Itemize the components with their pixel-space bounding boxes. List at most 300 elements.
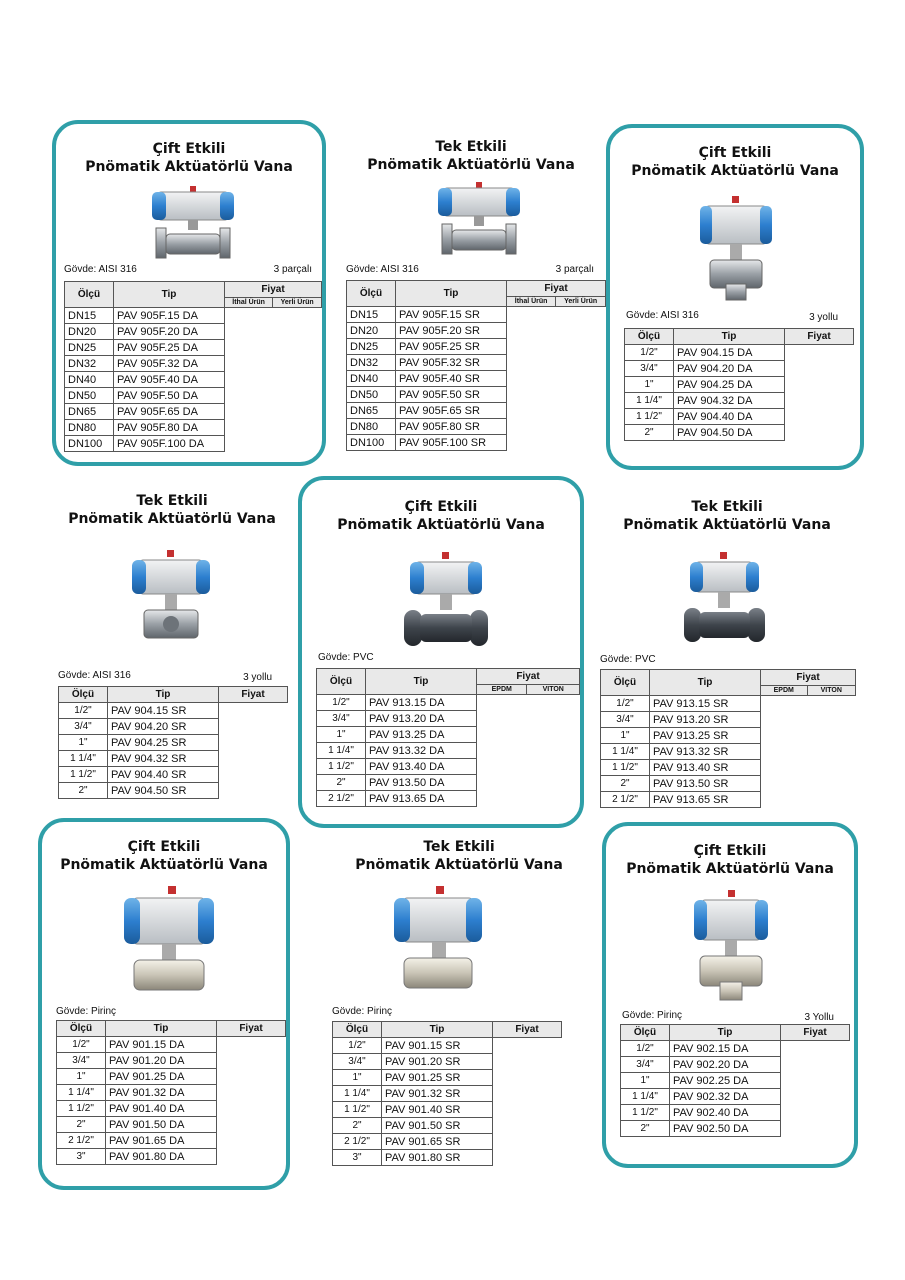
product-card [52,120,326,466]
table-row [625,361,854,377]
price-subheader: Yerli Ürün [556,297,606,307]
col-price-header: Fiyat [219,687,288,703]
type-code-cell: PAV 901.20 SR [382,1054,493,1070]
price-cell [761,760,856,776]
size-cell: 1" [59,735,108,751]
size-cell: 1/2" [625,345,674,361]
size-cell: 1 1/2" [317,759,366,775]
table-row [333,1118,562,1134]
type-code-cell: PAV 913.15 SR [650,696,761,712]
table-row [347,435,606,451]
col-type-header: Tip [114,282,225,308]
body-material: Gövde: PVC [600,654,656,665]
col-type-header: Tip [396,281,507,307]
type-code-cell: PAV 913.65 SR [650,792,761,808]
type-code-cell: PAV 913.65 DA [366,791,477,807]
table-row [317,775,580,791]
price-cell [781,1057,850,1073]
col-type-header: Tip [108,687,219,703]
price-cell [219,751,288,767]
price-subheader: EPDM [761,686,808,696]
price-cell [219,735,288,751]
body-note: 3 Yollu [804,1012,834,1023]
size-cell: 1" [625,377,674,393]
type-code-cell: PAV 913.32 DA [366,743,477,759]
body-material: Gövde: Pirinç [332,1006,393,1017]
price-cell [781,1073,850,1089]
size-cell: 1" [57,1069,106,1085]
price-cell [225,356,322,372]
price-cell [507,355,606,371]
title-line-1: Çift Etkili [693,843,767,859]
size-cell: DN15 [347,307,396,323]
body-material: Gövde: Pirinç [622,1010,683,1021]
col-price-header: Fiyat [225,282,322,298]
price-cell [493,1134,562,1150]
body-material: Gövde: AISI 316 [626,310,699,321]
product-card [606,124,864,470]
col-price-header: Fiyat [781,1025,850,1041]
type-code-cell: PAV 904.32 DA [674,393,785,409]
size-cell: DN15 [65,308,114,324]
table-row [59,751,288,767]
price-cell [477,727,580,743]
table-row [333,1054,562,1070]
type-code-cell: PAV 905F.32 SR [396,355,507,371]
price-cell [477,791,580,807]
spec-table [624,328,854,441]
table-row [65,356,322,372]
type-code-cell: PAV 905F.20 DA [114,324,225,340]
type-code-cell: PAV 905F.32 DA [114,356,225,372]
price-cell [785,409,854,425]
price-cell [493,1118,562,1134]
size-cell: 3/4" [601,712,650,728]
price-cell [493,1038,562,1054]
price-cell [761,696,856,712]
table-row [65,372,322,388]
spec-table [600,669,856,808]
price-cell [785,345,854,361]
title-line-2: Pnömatik Aktüatörlü Vana [626,861,834,877]
price-cell [217,1085,286,1101]
size-cell: 1" [601,728,650,744]
price-cell [781,1105,850,1121]
table-row [57,1133,286,1149]
table-row [317,727,580,743]
table-row [621,1073,850,1089]
type-code-cell: PAV 902.25 DA [670,1073,781,1089]
title-line-2: Pnömatik Aktüatörlü Vana [60,857,268,873]
col-price-header: Fiyat [477,669,580,685]
table-row [601,744,856,760]
card-title [330,838,588,874]
type-code-cell: PAV 901.40 DA [106,1101,217,1117]
table-row [621,1057,850,1073]
type-code-cell: PAV 901.50 SR [382,1118,493,1134]
col-price-header: Fiyat [217,1021,286,1037]
table-row [625,377,854,393]
price-cell [225,388,322,404]
price-cell [217,1053,286,1069]
type-code-cell: PAV 904.20 SR [108,719,219,735]
table-row [59,719,288,735]
table-row [317,743,580,759]
size-cell: 1" [621,1073,670,1089]
pvc-valve-image [402,552,492,650]
size-cell: DN100 [65,436,114,452]
table-row [59,735,288,751]
table-row [57,1149,286,1165]
product-card [38,818,290,1190]
price-cell [507,435,606,451]
size-cell: DN80 [65,420,114,436]
type-code-cell: PAV 901.25 SR [382,1070,493,1086]
spec-table [346,280,606,451]
price-cell [477,695,580,711]
table-row [333,1102,562,1118]
type-code-cell: PAV 913.40 SR [650,760,761,776]
type-code-cell: PAV 905F.20 SR [396,323,507,339]
col-size-header: Ölçü [65,282,114,308]
size-cell: 1/2" [621,1041,670,1057]
title-line-1: Tek Etkili [136,493,208,509]
price-cell [507,307,606,323]
price-cell [219,719,288,735]
table-row [59,783,288,799]
price-cell [225,324,322,340]
size-cell: 2" [621,1121,670,1137]
table-row [65,388,322,404]
title-line-1: Tek Etkili [691,499,763,515]
table-row [625,425,854,441]
price-cell [785,377,854,393]
title-line-2: Pnömatik Aktüatörlü Vana [367,157,575,173]
type-code-cell: PAV 913.50 DA [366,775,477,791]
price-cell [225,372,322,388]
table-row [333,1134,562,1150]
table-row [59,703,288,719]
price-subheader: Yerli Ürün [273,298,322,308]
three-way-valve-image [696,196,776,302]
price-cell [219,767,288,783]
title-line-1: Çift Etkili [404,499,478,515]
title-line-1: Çift Etkili [152,141,226,157]
table-row [347,339,606,355]
type-code-cell: PAV 904.50 DA [674,425,785,441]
card-title [302,498,580,534]
type-code-cell: PAV 905F.65 DA [114,404,225,420]
size-cell: 2 1/2" [601,792,650,808]
price-cell [217,1117,286,1133]
price-cell [781,1089,850,1105]
size-cell: DN20 [347,323,396,339]
size-cell: 2" [333,1118,382,1134]
price-cell [477,775,580,791]
price-cell [217,1133,286,1149]
spec-table [64,281,322,452]
type-code-cell: PAV 901.20 DA [106,1053,217,1069]
type-code-cell: PAV 905F.100 SR [396,435,507,451]
type-code-cell: PAV 901.15 DA [106,1037,217,1053]
product-card [336,120,606,466]
col-size-header: Ölçü [59,687,108,703]
size-cell: 2" [59,783,108,799]
size-cell: 1 1/4" [601,744,650,760]
price-cell [507,419,606,435]
size-cell: 2" [57,1117,106,1133]
price-cell [785,425,854,441]
spec-table [620,1024,850,1137]
type-code-cell: PAV 904.40 SR [108,767,219,783]
table-row [65,436,322,452]
table-row [347,419,606,435]
size-cell: 2 1/2" [333,1134,382,1150]
col-size-header: Ölçü [625,329,674,345]
table-row [333,1086,562,1102]
table-row [59,767,288,783]
size-cell: 1/2" [59,703,108,719]
body-material: Gövde: Pirinç [56,1006,117,1017]
size-cell: 1 1/2" [333,1102,382,1118]
type-code-cell: PAV 905F.40 SR [396,371,507,387]
type-code-cell: PAV 913.15 DA [366,695,477,711]
size-cell: DN100 [347,435,396,451]
col-size-header: Ölçü [347,281,396,307]
size-cell: 2 1/2" [317,791,366,807]
table-row [601,728,856,744]
table-row [65,324,322,340]
type-code-cell: PAV 913.20 DA [366,711,477,727]
type-code-cell: PAV 913.50 SR [650,776,761,792]
type-code-cell: PAV 913.32 SR [650,744,761,760]
price-cell [781,1041,850,1057]
col-size-header: Ölçü [57,1021,106,1037]
three-way-brass-valve-image [688,890,774,1004]
card-title [56,140,322,176]
type-code-cell: PAV 902.40 DA [670,1105,781,1121]
size-cell: 3/4" [317,711,366,727]
type-code-cell: PAV 904.15 SR [108,703,219,719]
size-cell: 3/4" [333,1054,382,1070]
type-code-cell: PAV 901.40 SR [382,1102,493,1118]
size-cell: DN65 [347,403,396,419]
product-card [598,480,856,820]
type-code-cell: PAV 904.20 DA [674,361,785,377]
size-cell: 1 1/4" [59,751,108,767]
price-cell [761,712,856,728]
price-cell [477,711,580,727]
product-card [602,822,858,1168]
three-way-valve-image [130,550,212,650]
size-cell: 3/4" [625,361,674,377]
product-card [330,820,588,1180]
type-code-cell: PAV 901.15 SR [382,1038,493,1054]
price-cell [477,759,580,775]
table-row [621,1105,850,1121]
type-code-cell: PAV 902.15 DA [670,1041,781,1057]
table-row [347,307,606,323]
price-cell [217,1069,286,1085]
size-cell: 3/4" [59,719,108,735]
price-cell [493,1086,562,1102]
type-code-cell: PAV 904.50 SR [108,783,219,799]
type-code-cell: PAV 902.20 DA [670,1057,781,1073]
table-row [601,696,856,712]
type-code-cell: PAV 905F.25 SR [396,339,507,355]
type-code-cell: PAV 905F.100 DA [114,436,225,452]
table-row [57,1037,286,1053]
col-size-header: Ölçü [317,669,366,695]
table-row [621,1041,850,1057]
size-cell: 1/2" [333,1038,382,1054]
title-line-1: Tek Etkili [435,139,507,155]
price-cell [761,776,856,792]
price-cell [761,792,856,808]
type-code-cell: PAV 904.25 SR [108,735,219,751]
price-cell [785,393,854,409]
table-row [621,1121,850,1137]
size-cell: 2" [625,425,674,441]
size-cell: 3/4" [57,1053,106,1069]
size-cell: DN65 [65,404,114,420]
size-cell: 1" [317,727,366,743]
type-code-cell: PAV 901.80 DA [106,1149,217,1165]
type-code-cell: PAV 905F.15 DA [114,308,225,324]
size-cell: DN80 [347,419,396,435]
type-code-cell: PAV 901.32 SR [382,1086,493,1102]
type-code-cell: PAV 901.32 DA [106,1085,217,1101]
body-material: Gövde: AISI 316 [58,670,131,681]
table-row [347,371,606,387]
card-title [42,838,286,874]
col-type-header: Tip [106,1021,217,1037]
price-cell [225,436,322,452]
type-code-cell: PAV 905F.50 DA [114,388,225,404]
table-row [317,791,580,807]
type-code-cell: PAV 905F.80 DA [114,420,225,436]
type-code-cell: PAV 905F.25 DA [114,340,225,356]
table-row [333,1070,562,1086]
size-cell: 1 1/4" [625,393,674,409]
size-cell: 1 1/2" [625,409,674,425]
price-subheader: EPDM [477,685,527,695]
size-cell: DN50 [65,388,114,404]
table-row [317,695,580,711]
title-line-1: Çift Etkili [127,839,201,855]
price-cell [785,361,854,377]
body-note: 3 yollu [243,672,272,683]
type-code-cell: PAV 904.40 DA [674,409,785,425]
type-code-cell: PAV 901.65 DA [106,1133,217,1149]
size-cell: DN32 [65,356,114,372]
body-note: 3 parçalı [273,264,312,275]
size-cell: 1 1/4" [317,743,366,759]
brass-valve-image [118,886,218,994]
size-cell: DN20 [65,324,114,340]
price-cell [507,403,606,419]
table-row [347,355,606,371]
product-card [52,480,292,820]
price-cell [781,1121,850,1137]
price-cell [225,340,322,356]
table-row [333,1038,562,1054]
table-row [57,1117,286,1133]
size-cell: DN25 [65,340,114,356]
size-cell: DN32 [347,355,396,371]
size-cell: DN40 [65,372,114,388]
size-cell: 2 1/2" [57,1133,106,1149]
card-title [598,498,856,534]
size-cell: 2" [317,775,366,791]
body-note: 3 yollu [809,312,838,323]
table-row [625,345,854,361]
table-row [621,1089,850,1105]
table-row [57,1085,286,1101]
price-subheader: İthal Ürün [225,298,273,308]
size-cell: 1 1/4" [57,1085,106,1101]
size-cell: 1 1/2" [59,767,108,783]
size-cell: 1 1/2" [621,1105,670,1121]
type-code-cell: PAV 905F.65 SR [396,403,507,419]
title-line-2: Pnömatik Aktüatörlü Vana [68,511,276,527]
price-cell [477,743,580,759]
price-cell [217,1101,286,1117]
type-code-cell: PAV 901.65 SR [382,1134,493,1150]
title-line-2: Pnömatik Aktüatörlü Vana [337,517,545,533]
body-material: Gövde: AISI 316 [346,264,419,275]
price-cell [493,1102,562,1118]
size-cell: DN50 [347,387,396,403]
type-code-cell: PAV 901.25 DA [106,1069,217,1085]
price-cell [493,1054,562,1070]
flanged-valve-image [148,184,238,266]
title-line-2: Pnömatik Aktüatörlü Vana [85,159,293,175]
table-row [347,403,606,419]
body-material: Gövde: PVC [318,652,374,663]
card-title [606,842,854,878]
price-subheader: İthal Ürün [507,297,556,307]
price-cell [507,339,606,355]
col-size-header: Ölçü [601,670,650,696]
table-row [347,387,606,403]
price-cell [217,1037,286,1053]
product-card [298,476,584,828]
col-size-header: Ölçü [621,1025,670,1041]
size-cell: DN40 [347,371,396,387]
size-cell: 3" [57,1149,106,1165]
type-code-cell: PAV 905F.50 SR [396,387,507,403]
spec-table [58,686,288,799]
size-cell: 1/2" [317,695,366,711]
body-material: Gövde: AISI 316 [64,264,137,275]
price-cell [217,1149,286,1165]
price-cell [507,371,606,387]
type-code-cell: PAV 901.50 DA [106,1117,217,1133]
size-cell: 1 1/4" [621,1089,670,1105]
table-row [57,1069,286,1085]
size-cell: 1 1/2" [57,1101,106,1117]
body-note: 3 parçalı [555,264,594,275]
price-subheader: VITON [527,685,580,695]
title-line-1: Tek Etkili [423,839,495,855]
size-cell: 3" [333,1150,382,1166]
card-title [610,144,860,180]
card-title [52,492,292,528]
price-subheader: VITON [807,686,855,696]
size-cell: DN25 [347,339,396,355]
size-cell: 1/2" [57,1037,106,1053]
